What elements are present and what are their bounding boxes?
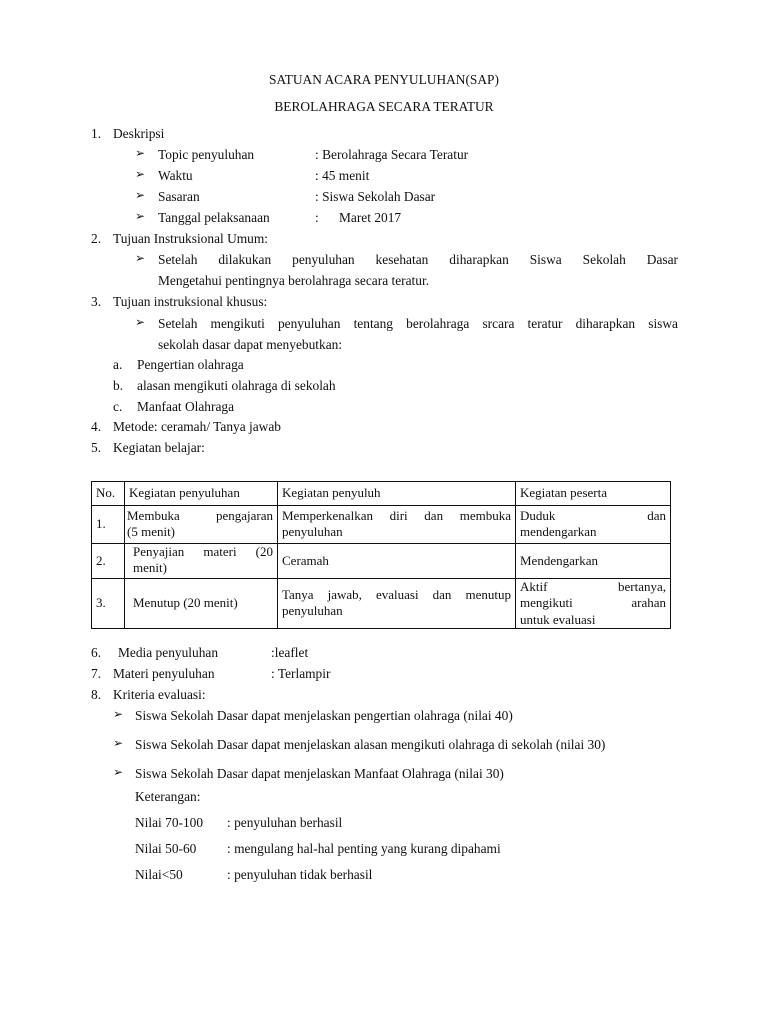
nilai-label: Nilai 50-60: [135, 841, 197, 856]
table-cell-kegiatan-penyuluh: Tanya jawab, evaluasi dan menutup penyuluhan: [278, 579, 516, 629]
document-title: SATUAN ACARA PENYULUHAN(SAP): [269, 72, 499, 87]
cell-line: menit): [133, 559, 167, 575]
sub-item-letter: a.: [113, 357, 123, 372]
table-row: [92, 506, 671, 544]
table-cell-no: 2.: [92, 543, 125, 579]
deskripsi-value: Maret 2017: [339, 210, 402, 225]
nilai-label: Nilai<50: [135, 867, 183, 882]
cell-line: (5 menit): [127, 524, 176, 540]
table-cell-no: 1.: [92, 506, 125, 544]
section-5-number: 5.: [91, 440, 102, 455]
nilai-value: : penyuluhan berhasil: [227, 815, 343, 830]
cell-line: mengikuti arahan: [520, 595, 666, 611]
sub-item-text: Manfaat Olahraga: [137, 399, 235, 414]
section-5-text: Kegiatan belajar:: [113, 440, 205, 455]
tujuan-khusus-line-1: Setelah mengikuti penyuluhan tentang berolahraga srcara teratur diharapkan siswa: [158, 316, 678, 331]
keterangan-label: Keterangan:: [135, 789, 201, 804]
kriteria-item: Siswa Sekolah Dasar dapat menjelaskan pengertian olahraga (nilai 40): [135, 708, 513, 723]
deskripsi-value: : Berolahraga Secara Teratur: [315, 147, 469, 162]
section-7-label: Materi penyuluhan: [113, 666, 215, 681]
deskripsi-colon: :: [315, 210, 319, 225]
table-header-cell: Kegiatan penyuluhan: [125, 482, 278, 506]
table-cell-kegiatan-peserta: Mendengarkan: [516, 543, 671, 579]
table-header-cell: Kegiatan penyuluh: [278, 482, 516, 506]
section-1-heading: Deskripsi: [113, 126, 165, 141]
section-7-value: : Terlampir: [271, 666, 331, 681]
bullet-arrow-icon: ➢: [135, 315, 146, 329]
table-header-cell: Kegiatan peserta: [516, 482, 671, 506]
section-1-number: 1.: [91, 126, 102, 141]
cell-line: Penyajian materi (20: [133, 543, 273, 559]
deskripsi-value: : 45 menit: [315, 168, 370, 183]
section-6-number: 6.: [91, 645, 102, 660]
nilai-value: : penyuluhan tidak berhasil: [227, 867, 373, 882]
bullet-arrow-icon: ➢: [135, 209, 146, 223]
table-cell-kegiatan-penyuluhan: [125, 543, 278, 579]
cell-line: Aktif bertanya,: [520, 579, 666, 594]
table-cell-no: 3.: [92, 579, 125, 629]
tujuan-khusus-line-2: sekolah dasar dapat menyebutkan:: [158, 337, 343, 352]
table-header-cell: No.: [92, 482, 125, 506]
cell-line: Duduk dan: [520, 508, 666, 523]
section-2-heading: Tujuan Instruksional Umum:: [113, 231, 268, 246]
bullet-arrow-icon: ➢: [135, 167, 146, 181]
tujuan-umum-line-2: Mengetahui pentingnya berolahraga secara teratur.: [158, 273, 430, 288]
section-4-number: 4.: [91, 419, 102, 434]
nilai-value: : mengulang hal-hal penting yang kurang dipahami: [227, 841, 501, 856]
table-row: [92, 579, 671, 629]
table-row: [92, 543, 671, 579]
table-cell-kegiatan-penyuluhan: Menutup (20 menit): [125, 579, 278, 629]
section-4-text: Metode: ceramah/ Tanya jawab: [113, 419, 281, 434]
section-8-number: 8.: [91, 687, 102, 702]
bullet-arrow-icon: ➢: [135, 251, 146, 265]
cell-line: Membuka pengajaran: [127, 508, 273, 523]
kriteria-item: Siswa Sekolah Dasar dapat menjelaskan Manfaat Olahraga (nilai 30): [135, 766, 504, 781]
deskripsi-label: Tanggal pelaksanaan: [158, 210, 270, 225]
sub-item-letter: c.: [113, 399, 123, 414]
deskripsi-label: Topic penyuluhan: [158, 147, 255, 162]
table-header-row: [92, 482, 671, 506]
cell-line: mendengarkan: [520, 524, 597, 540]
cell-line: untuk evaluasi: [520, 611, 596, 627]
bullet-arrow-icon: ➢: [113, 765, 124, 779]
table-cell-kegiatan-peserta: [516, 579, 671, 629]
section-6-label: Media penyuluhan: [118, 645, 219, 660]
deskripsi-value: : Siswa Sekolah Dasar: [315, 189, 436, 204]
table-cell-kegiatan-peserta: [516, 506, 671, 544]
sub-item-text: Pengertian olahraga: [137, 357, 244, 372]
document-subtitle: BEROLAHRAGA SECARA TERATUR: [274, 99, 494, 114]
section-2-number: 2.: [91, 231, 102, 246]
table-cell-kegiatan-penyuluhan: [125, 506, 278, 544]
tujuan-umum-line-1: Setelah dilakukan penyuluhan kesehatan diharapkan Siswa Sekolah Dasar: [158, 252, 678, 267]
section-7-number: 7.: [91, 666, 102, 681]
nilai-label: Nilai 70-100: [135, 815, 204, 830]
section-8-heading: Kriteria evaluasi:: [113, 687, 206, 702]
bullet-arrow-icon: ➢: [113, 707, 124, 721]
section-6-value: :leaflet: [271, 645, 309, 660]
section-3-heading: Tujuan instruksional khusus:: [113, 294, 268, 309]
kegiatan-table: [91, 481, 671, 629]
sub-item-text: alasan mengikuti olahraga di sekolah: [137, 378, 336, 393]
bullet-arrow-icon: ➢: [113, 736, 124, 750]
deskripsi-label: Waktu: [158, 168, 193, 183]
section-3-number: 3.: [91, 294, 102, 309]
kriteria-item: Siswa Sekolah Dasar dapat menjelaskan alasan mengikuti olahraga di sekolah (nilai 30): [135, 737, 606, 752]
bullet-arrow-icon: ➢: [135, 188, 146, 202]
bullet-arrow-icon: ➢: [135, 146, 146, 160]
sub-item-letter: b.: [113, 378, 124, 393]
deskripsi-label: Sasaran: [158, 189, 200, 204]
table-cell-kegiatan-penyuluh: Memperkenalkan diri dan membuka penyuluhan: [278, 506, 516, 544]
table-cell-kegiatan-penyuluh: Ceramah: [278, 543, 516, 579]
